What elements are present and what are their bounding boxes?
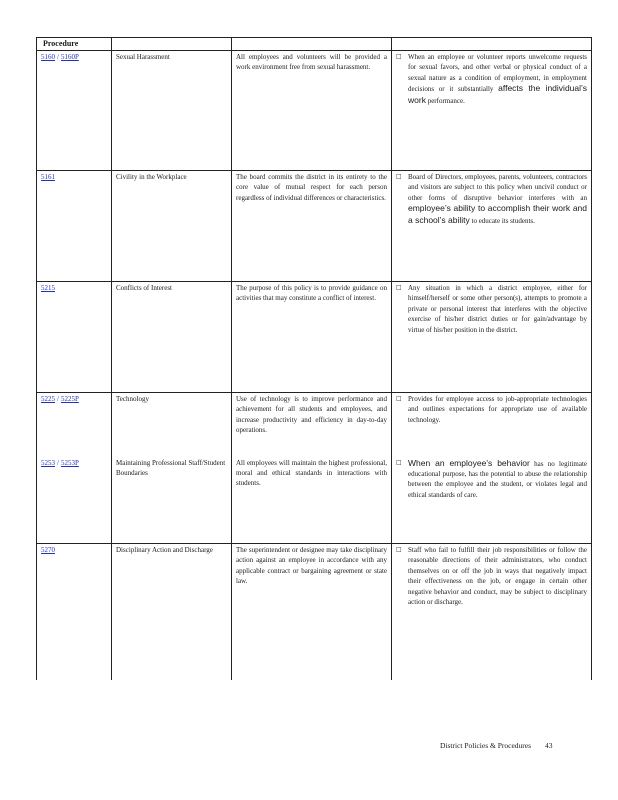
policy-link[interactable]: 5270 (41, 546, 55, 554)
table-row (37, 171, 592, 282)
policy-description: The board commits the district in its entirety to the core value of mutual respect for each person regardless of individual differences or characteristics. (232, 171, 392, 282)
table-row (37, 51, 592, 171)
policy-title: Maintaining Professional Staff/Student Boundaries (112, 457, 232, 544)
policy-details: □ Board of Directors, employees, parents, volunteers, contractors and visitors are subject to this policy when uncivil conduct or other forms of disruptive behavior interferes with an employee’s ability to accomplish their work and a school’s ability to educate its students. (392, 171, 592, 282)
procedure-codes (37, 282, 112, 393)
table-row (37, 393, 592, 457)
policy-details: □ When an employee or volunteer reports unwelcome requests for sexual favors, and other verbal or physical conduct of a sexual nature as a condition of employment, in employment decisions or it substantially affects the individual’s work performance. (392, 51, 592, 171)
policy-description: The purpose of this policy is to provide guidance on activities that may constitute a conflict of interest. (232, 282, 392, 393)
procedure-link[interactable]: 5225P (60, 395, 79, 403)
policy-details: □ Staff who fail to fulfill their job responsibilities or follow the reasonable directions of their administrators, who conduct themselves on or off the job in ways that negatively impact their effectiveness on the job, or engage in certain other negative behavior and conduct, may be subject to disciplinary action or discharge. (392, 544, 592, 680)
header-row (37, 38, 592, 51)
policy-title: Conflicts of Interest (112, 282, 232, 393)
policy-title: Technology (112, 393, 232, 457)
policy-details: □ Any situation in which a district employee, either for himself/herself or some other person(s), attempts to promote a private or personal interest that interferes with the objective exercise of his/her district duties or for gain/advantage by virtue of his/her position in the district. (392, 282, 592, 393)
bullet-icon: □ (396, 53, 402, 60)
header-procedure: Procedure (37, 38, 112, 51)
table-row (37, 282, 592, 393)
policy-details: □ When an employee’s behavior has no legitimate educational purpose, has the potential to abuse the relationship between the employee and the student, or violates legal and ethical standards of care. (392, 457, 592, 544)
procedure-codes: 5225 / 5225P (37, 393, 112, 457)
policy-details: □ Provides for employee access to job-appropriate technologies and outlines expectations for appropriate use of available technology. (392, 393, 592, 457)
procedure-link[interactable]: 5253P (60, 458, 79, 467)
policy-link[interactable]: 5225 (41, 395, 55, 403)
table-row (37, 544, 592, 680)
page-number: 43 (545, 741, 553, 750)
header-title (112, 38, 232, 51)
bullet-icon: □ (396, 173, 402, 180)
footer-label: District Policies & Procedures (440, 741, 532, 750)
policy-description: All employees will maintain the highest professional, moral and ethical standards in interactions with students. (232, 457, 392, 544)
procedure-codes (37, 544, 112, 680)
header-details (392, 38, 592, 51)
policy-description: Use of technology is to improve performance and achievement for all students and employees, and increase productivity and efficiency in day-to-day operations. (232, 393, 392, 457)
policy-link[interactable]: 5215 (41, 284, 55, 292)
bullet-icon: □ (396, 395, 402, 402)
policy-link[interactable]: 5160 (41, 53, 55, 61)
policy-title: Disciplinary Action and Discharge (112, 544, 232, 680)
policy-description: All employees and volunteers will be provided a work environment free from sexual harassment. (232, 51, 392, 171)
policy-title: Civility in the Workplace (112, 171, 232, 282)
procedure-codes: 5253 / 5253P (37, 457, 112, 544)
bullet-icon: □ (396, 458, 402, 466)
page-footer (440, 741, 553, 750)
policy-title: Sexual Harassment (112, 51, 232, 171)
policy-link[interactable]: 5161 (41, 173, 55, 181)
procedures-table (36, 37, 592, 680)
policy-link[interactable]: 5253 (41, 458, 55, 467)
table-row (37, 457, 592, 544)
header-description (232, 38, 392, 51)
procedure-codes (37, 171, 112, 282)
bullet-icon: □ (396, 284, 402, 291)
bullet-icon: □ (396, 546, 402, 553)
procedure-link[interactable]: 5160P (60, 53, 79, 61)
policy-description: The superintendent or designee may take disciplinary action against an employee in accordance with any applicable contract or bargaining agreement or state law. (232, 544, 392, 680)
procedure-codes: 5160 / 5160P (37, 51, 112, 171)
